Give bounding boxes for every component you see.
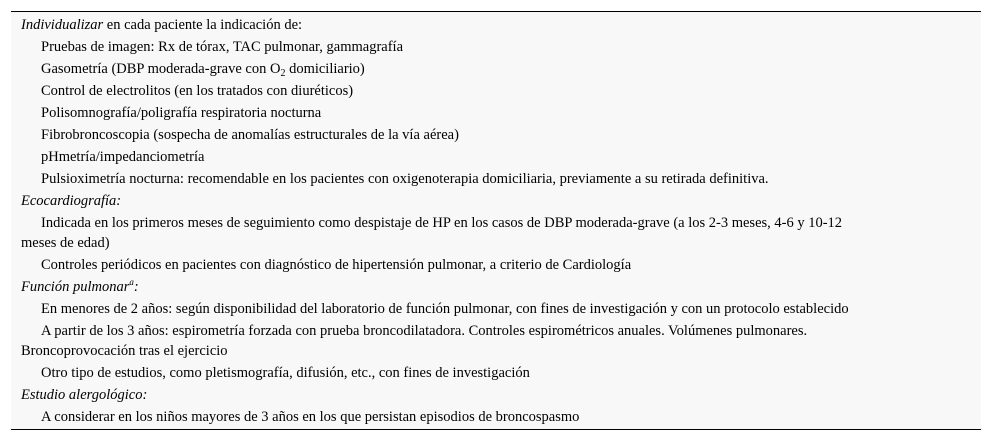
alergologico-heading: Estudio alergológico: (21, 387, 148, 403)
item-a-partir-3-line2: Broncoprovocación tras el ejercicio (21, 343, 228, 359)
gasometria-subscript: 2 (280, 68, 286, 79)
funcion-pulmonar-colon: : (133, 279, 139, 295)
gasometria-text-end: domiciliario) (285, 61, 365, 77)
item-menores-2: En menores de 2 años: según disponibilidad del laboratorio de función pulmonar, con fines de investigación y con un protocolo establecido (41, 301, 849, 317)
imaging-heading (21, 15, 302, 35)
item-pulsioximetria: Pulsioximetría nocturna: recomendable en los pacientes con oxigenoterapia domiciliaria, previamente a su retirada definitiva. (41, 171, 769, 187)
footnote-marker: a (129, 277, 134, 287)
item-pruebas-imagen: Pruebas de imagen: Rx de tórax, TAC pulmonar, gammagrafía (41, 39, 404, 55)
item-controles: Controles periódicos en pacientes con diagnóstico de hipertensión pulmonar, a criterio de Cardiología (41, 257, 632, 273)
funcion-pulmonar-heading-text: Función pulmonar (21, 279, 130, 295)
item-polisomnografia: Polisomnografía/poligrafía respiratoria nocturna (41, 105, 322, 121)
item-despistaje-line1: Indicada en los primeros meses de seguimiento como despistaje de HP en los casos de DBP moderada-grave (a los 2-3 meses, 4-6 y 10-12 (41, 215, 843, 231)
item-considerar: A considerar en los niños mayores de 3 años en los que persistan episodios de broncospasmo (41, 409, 580, 425)
imaging-heading-italic: Individualizar (21, 17, 104, 33)
item-gasometria (41, 59, 365, 79)
ecocardiografia-heading: Ecocardiografía: (21, 193, 122, 209)
item-fibrobroncoscopia: Fibrobroncoscopia (sospecha de anomalías estructurales de la vía aérea) (41, 127, 459, 143)
item-phmetria: pHmetría/impedanciometría (41, 149, 205, 165)
imaging-heading-text: en cada paciente la indicación de: (103, 17, 303, 33)
item-otro-tipo: Otro tipo de estudios, como pletismografía, difusión, etc., con fines de investigación (41, 365, 530, 381)
item-a-partir-3-line1: A partir de los 3 años: espirometría forzada con prueba broncodilatadora. Controles espirométricos anuales. Volúmenes pulmonares. (41, 323, 808, 339)
funcion-pulmonar-heading (21, 277, 139, 297)
recommendations-table (11, 11, 981, 430)
item-electrolitos: Control de electrolitos (en los tratados con diuréticos) (41, 83, 354, 99)
gasometria-text: Gasometría (DBP moderada-grave con O (41, 61, 281, 77)
item-despistaje-line2: meses de edad) (21, 235, 110, 251)
